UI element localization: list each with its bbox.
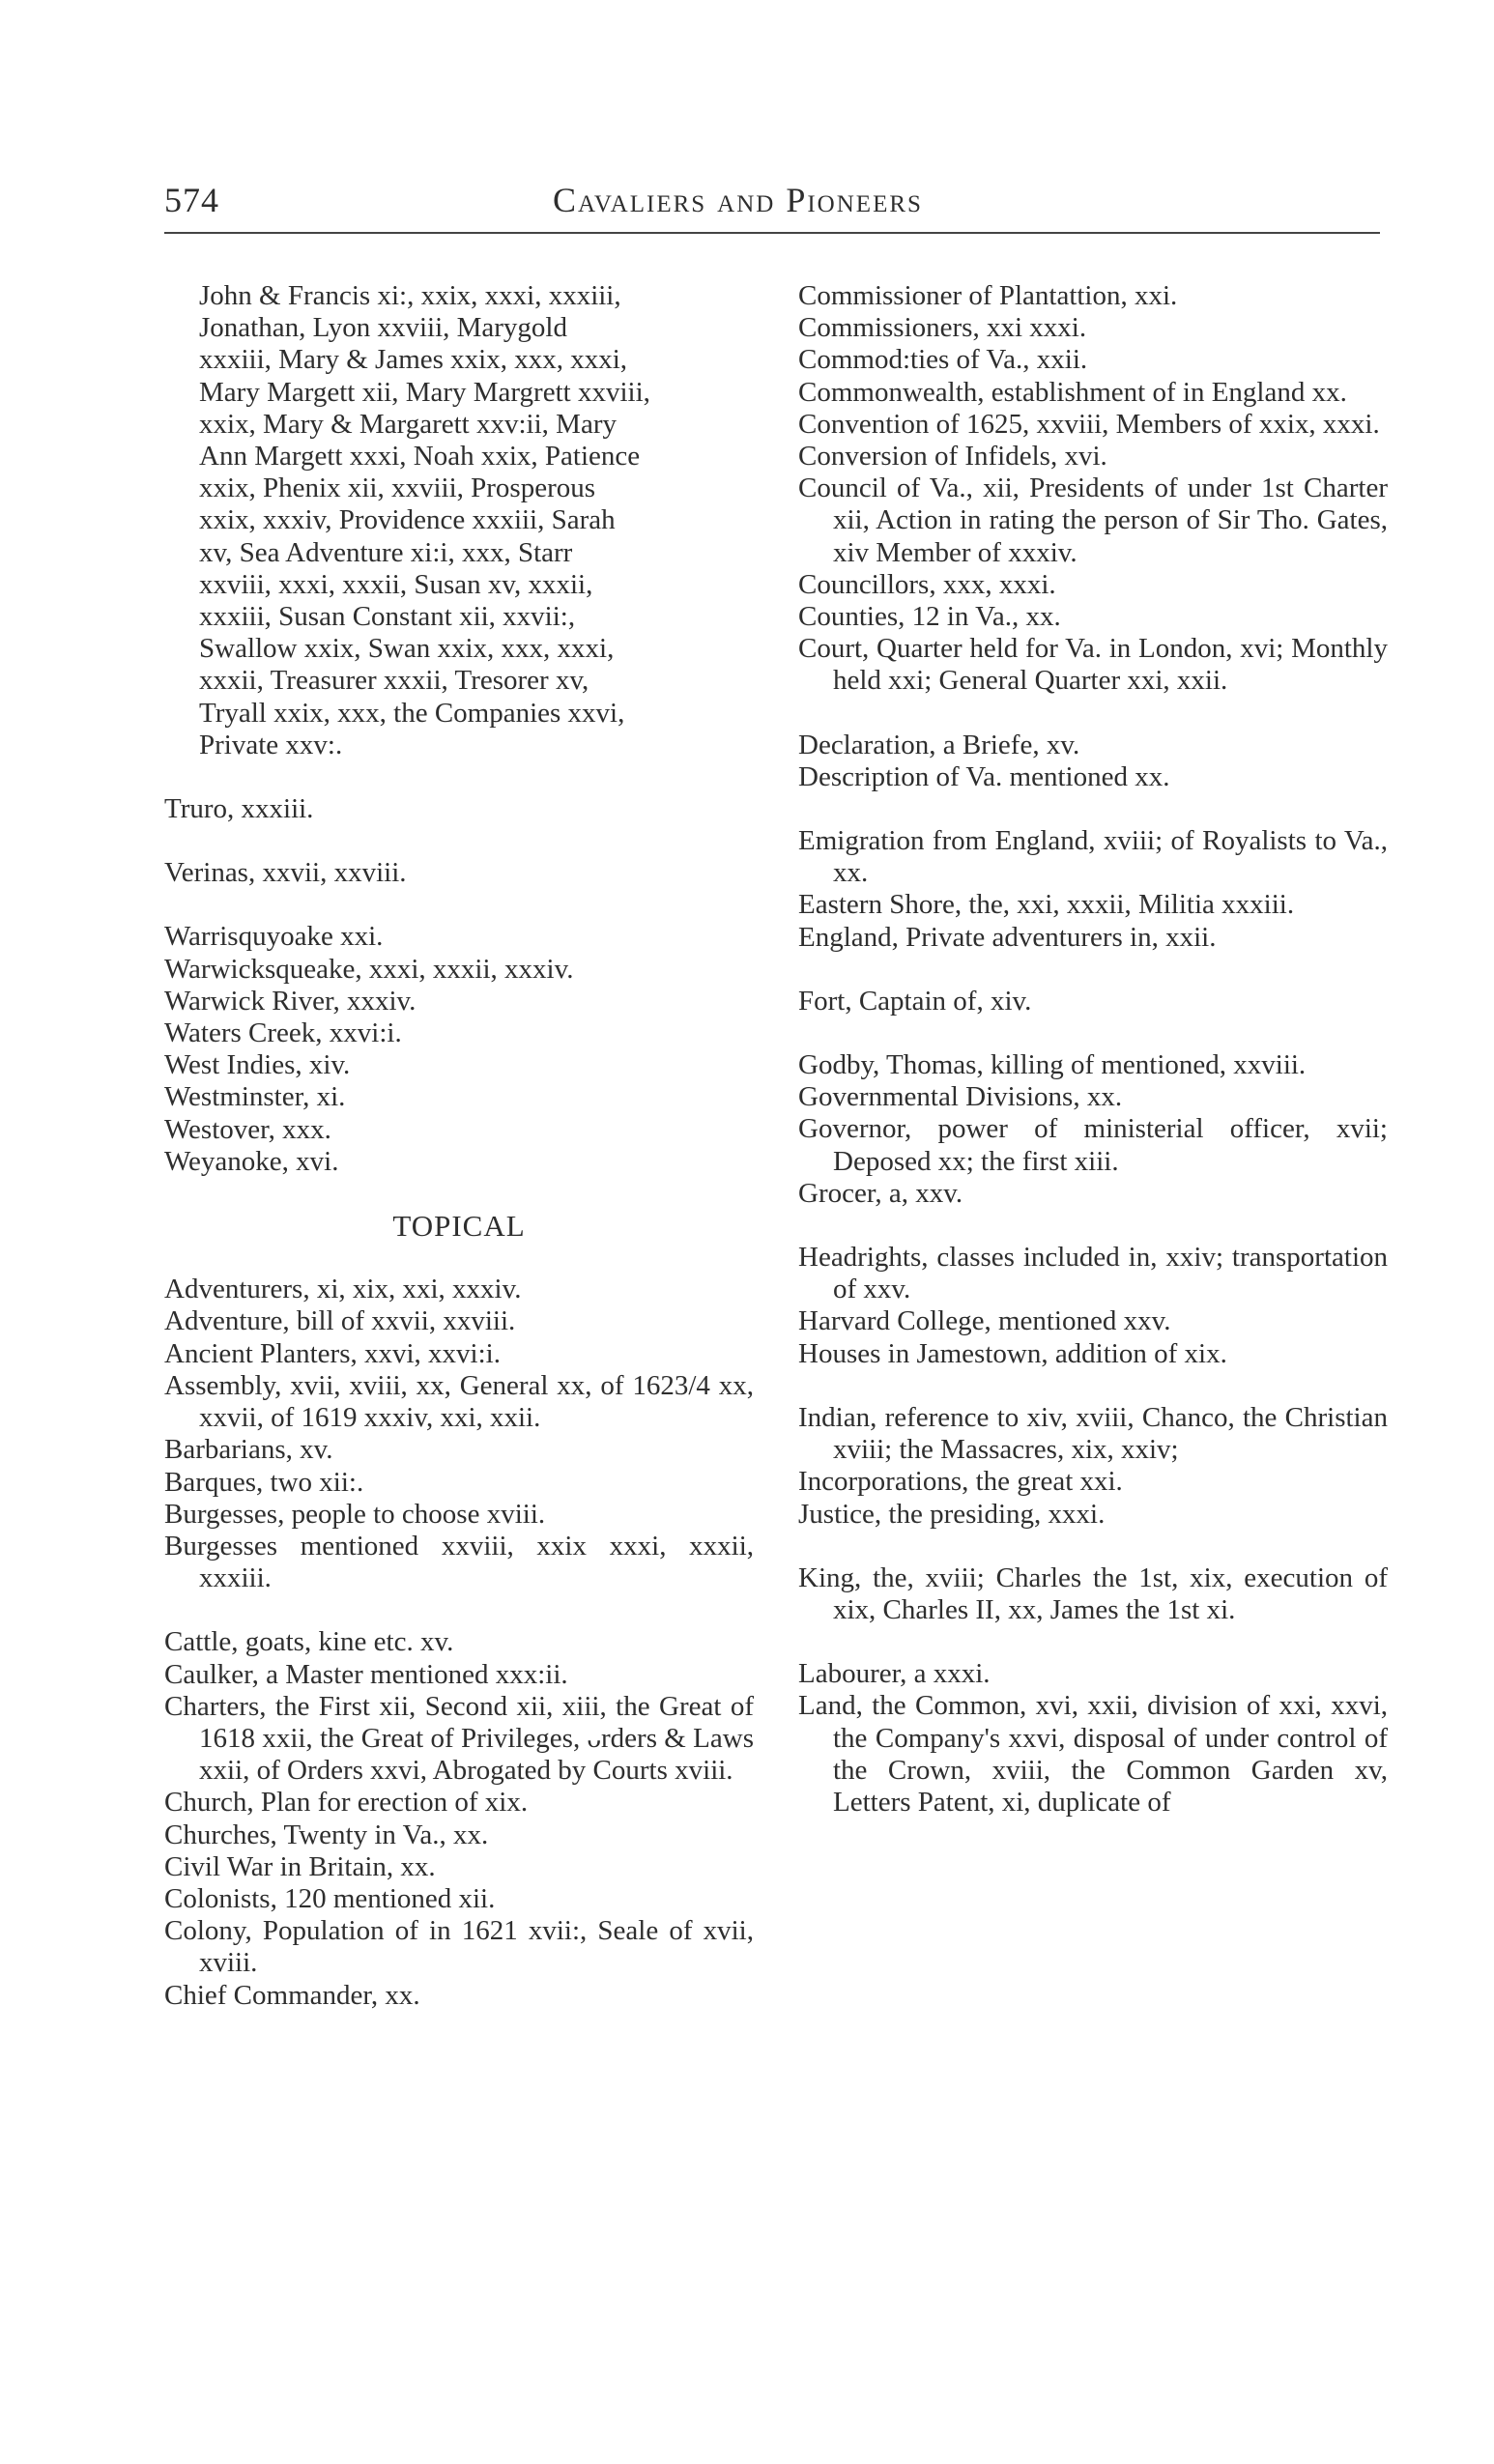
ships-line: Mary Margett xii, Mary Margrett xxviii, — [199, 376, 650, 408]
page-number: 574 — [164, 181, 219, 219]
index-entry: Warrisquyoake xxi. — [164, 921, 384, 953]
index-entry: England, Private adventurers in, xxii. — [798, 921, 1217, 953]
index-entry: Burgesses, people to choose xviii. — [164, 1498, 546, 1530]
index-entry: Commonwealth, establishment of in England xx. — [798, 376, 1347, 408]
index-entry: Weyanoke, xvi. — [164, 1145, 339, 1177]
section-heading-topical: TOPICAL — [392, 1209, 526, 1244]
ships-line: Ann Margett xxxi, Noah xxix, Patience — [199, 441, 641, 473]
index-entry: Labourer, a xxxi. — [798, 1658, 991, 1690]
index-entry: Colony, Population of in 1621 xvii:, Seale of xvii, xviii. — [164, 1915, 754, 1979]
ships-line: John & Francis xi:, xxix, xxxi, xxxiii, — [199, 280, 621, 311]
index-entry: Governmental Divisions, xx. — [798, 1081, 1123, 1113]
index-entry: Council of Va., xii, Presidents of under 1st Charter xii, Action in rating the person of Sir Tho. Gates, xiv Member of xxxiv. — [798, 473, 1388, 568]
index-entry: Warwicksqueake, xxxi, xxxii, xxxiv. — [164, 953, 574, 985]
index-entry: West Indies, xiv. — [164, 1049, 351, 1081]
ships-line: Jonathan, Lyon xxviii, Marygold — [199, 312, 567, 344]
index-entry: Indian, reference to xiv, xviii, Chanco, the Christian xviii; the Massacres, xix, xxiv; — [798, 1401, 1388, 1466]
index-entry: Conversion of Infidels, xvi. — [798, 441, 1107, 473]
index-entry: Godby, Thomas, killing of mentioned, xxviii. — [798, 1049, 1307, 1081]
index-entry: Court, Quarter held for Va. in London, xvi; Monthly held xxi; General Quarter xxi, xxii. — [798, 633, 1388, 697]
index-entry: Incorporations, the great xxi. — [798, 1466, 1123, 1498]
index-entry: Declaration, a Briefe, xv. — [798, 729, 1080, 760]
index-entry: Councillors, xxx, xxxi. — [798, 568, 1056, 600]
index-entry: Colonists, 120 mentioned xii. — [164, 1882, 496, 1914]
index-entry: Assembly, xvii, xviii, xx, General xx, of 1623/4 xx, xxvii, of 1619 xxxiv, xxi, xxii. — [164, 1369, 754, 1434]
index-entry: King, the, xviii; Charles the 1st, xix, execution of xix, Charles II, xx, James the 1st xi. — [798, 1561, 1388, 1625]
index-entry: Houses in Jamestown, addition of xix. — [798, 1337, 1227, 1369]
index-entry: Convention of 1625, xxviii, Members of xxix, xxxi. — [798, 408, 1380, 440]
ships-line: xxxiii, Susan Constant xii, xxvii:, — [199, 601, 576, 633]
index-entry: Fort, Captain of, xiv. — [798, 985, 1032, 1017]
index-entry: Governor, power of ministerial officer, xvii; Deposed xx; the first xiii. — [798, 1113, 1388, 1177]
index-entry: Ancient Planters, xxvi, xxvi:i. — [164, 1337, 501, 1369]
index-entry: Truro, xxxiii. — [164, 793, 314, 825]
index-entry: Verinas, xxvii, xxviii. — [164, 857, 407, 889]
ships-line: Private xxv:. — [199, 729, 343, 760]
index-entry: Adventurers, xi, xix, xxi, xxxiv. — [164, 1274, 522, 1305]
index-entry: Civil War in Britain, xx. — [164, 1850, 436, 1882]
header-rule — [164, 232, 1380, 234]
index-entry: Description of Va. mentioned xx. — [798, 760, 1170, 792]
index-entry: Warwick River, xxxiv. — [164, 985, 417, 1017]
index-entry: Burgesses mentioned xxviii, xxix xxxi, xxxii, xxxiii. — [164, 1530, 754, 1594]
index-entry: Grocer, a, xxv. — [798, 1177, 963, 1209]
index-entry: Westover, xxx. — [164, 1113, 331, 1145]
ships-line: xxix, Mary & Margarett xxv:ii, Mary — [199, 408, 617, 440]
index-entry: Commissioner of Plantattion, xxi. — [798, 280, 1178, 311]
ships-line: xxix, xxxiv, Providence xxxiii, Sarah — [199, 504, 616, 536]
index-entry: Westminster, xi. — [164, 1081, 346, 1113]
index-entry: Churches, Twenty in Va., xx. — [164, 1819, 489, 1850]
index-entry: Headrights, classes included in, xxiv; transportation of xxv. — [798, 1242, 1388, 1305]
left-column — [164, 280, 754, 2012]
running-title: Cavaliers and Pioneers — [553, 181, 923, 219]
index-entry: Eastern Shore, the, xxi, xxxii, Militia xxxiii. — [798, 889, 1295, 921]
index-entry: Chief Commander, xx. — [164, 1979, 420, 2011]
index-entry: Caulker, a Master mentioned xxx:ii. — [164, 1658, 568, 1690]
ships-line: Tryall xxix, xxx, the Companies xxvi, — [199, 697, 625, 729]
index-entry: Harvard College, mentioned xxv. — [798, 1305, 1171, 1337]
index-entry: Barques, two xii:. — [164, 1466, 364, 1498]
index-entry: Charters, the First xii, Second xii, xiii, the Great of 1618 xxii, the Great of Privileges, ᴗrders & Laws xxii, of Orders xxvi, Abrogated by Courts xviii. — [164, 1690, 754, 1787]
ships-entry — [164, 280, 754, 761]
index-entry: Church, Plan for erection of xix. — [164, 1787, 529, 1819]
right-column — [798, 280, 1388, 1819]
index-entry: Justice, the presiding, xxxi. — [798, 1498, 1106, 1530]
index-entry: Land, the Common, xvi, xxii, division of xxi, xxvi, the Company's xxvi, disposal of under control of the Crown, xviii, the Common Garden xv, Letters Patent, xi, duplicate of — [798, 1690, 1388, 1818]
ships-line: xxviii, xxxi, xxxii, Susan xv, xxxii, — [199, 568, 593, 600]
ships-line: xxxiii, Mary & James xxix, xxx, xxxi, — [199, 344, 628, 376]
ships-line: Swallow xxix, Swan xxix, xxx, xxxi, — [199, 633, 615, 665]
ships-line: xxxii, Treasurer xxxii, Tresorer xv, — [199, 665, 589, 697]
ships-line: xv, Sea Adventure xi:i, xxx, Starr — [199, 536, 573, 568]
index-entry: Counties, 12 in Va., xx. — [798, 601, 1061, 633]
index-entry: Adventure, bill of xxvii, xxviii. — [164, 1305, 516, 1337]
index-entry: Commod:ties of Va., xxii. — [798, 344, 1088, 376]
index-entry: Barbarians, xv. — [164, 1434, 333, 1466]
index-entry: Waters Creek, xxvi:i. — [164, 1017, 402, 1049]
index-entry: Commissioners, xxi xxxi. — [798, 312, 1087, 344]
index-entry: Emigration from England, xviii; of Royalists to Va., xx. — [798, 825, 1388, 889]
ships-line: xxix, Phenix xii, xxviii, Prosperous — [199, 473, 596, 504]
index-entry: Cattle, goats, kine etc. xv. — [164, 1626, 454, 1658]
